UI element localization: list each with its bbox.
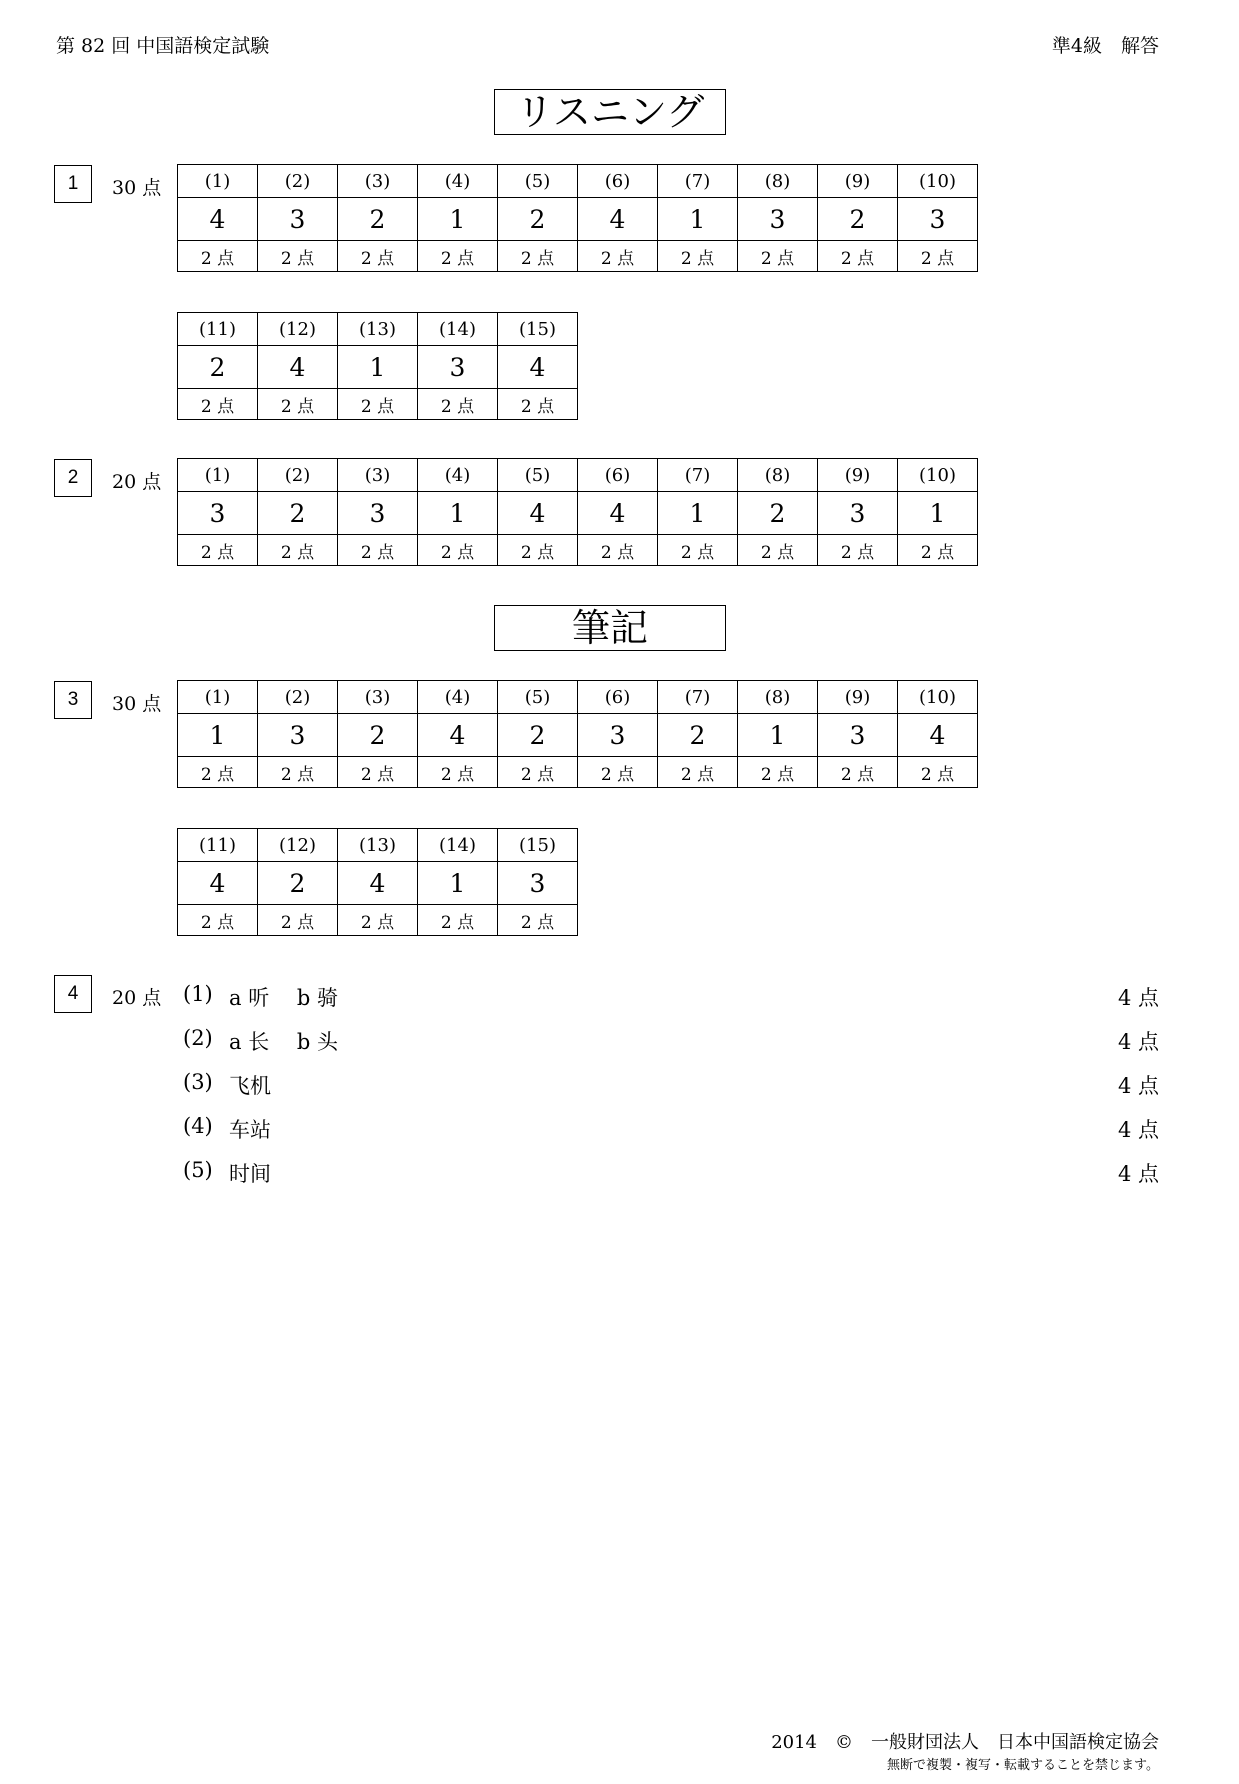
answer-table [177,164,978,272]
listening-banner: リスニング [494,89,726,135]
answer-value: 3 [738,198,818,241]
item-label: (4) [183,1114,213,1138]
answer-value: 1 [418,862,498,905]
question-points: 2 点 [498,905,578,936]
question-label-row [178,829,578,862]
question-label-row [178,681,978,714]
question-label: (6) [578,459,658,492]
writing-banner: 筆記 [494,605,726,651]
question-label: (3) [338,681,418,714]
answer-value: 2 [498,714,578,757]
question-points: 2 点 [498,757,578,788]
question-points: 2 点 [498,241,578,272]
question-label: (5) [498,459,578,492]
answer-table [177,312,578,420]
question-points: 2 点 [178,241,258,272]
question-points: 2 点 [418,535,498,566]
answer-value: 3 [578,714,658,757]
question-label-row [178,459,978,492]
question-label: (10) [898,459,978,492]
answer-value: 4 [578,198,658,241]
section-points: 20 点 [112,471,162,493]
answer-value: 1 [658,198,738,241]
answer-value: 4 [258,346,338,389]
question-label: (5) [498,165,578,198]
answer-table [177,458,978,566]
question-label: (4) [418,681,498,714]
question-label: (1) [178,681,258,714]
item-answer: 车站 [229,1118,271,1142]
answer-value: 3 [258,198,338,241]
reproduction-notice: 無断で複製・複写・転載することを禁じます。 [887,1758,1159,1773]
question-points: 2 点 [578,241,658,272]
question-label: (15) [498,829,578,862]
question-label: (10) [898,681,978,714]
answer-value: 1 [418,198,498,241]
copyright: 2014 © 一般財団法人 日本中国語検定協会 [771,1732,1159,1753]
answer-value: 2 [498,198,578,241]
answer-value: 4 [418,714,498,757]
question-points: 2 点 [258,389,338,420]
answer-value: 1 [338,346,418,389]
question-label: (1) [178,165,258,198]
question-points: 2 点 [338,241,418,272]
question-points: 2 点 [338,905,418,936]
answer-value: 3 [258,714,338,757]
question-label: (4) [418,165,498,198]
question-label: (2) [258,165,338,198]
item-label: (1) [183,982,213,1006]
answer-value: 3 [498,862,578,905]
question-points: 2 点 [818,241,898,272]
item-points: 4 点 [1117,1118,1159,1142]
item-points: 4 点 [1117,1074,1159,1098]
question-label: (1) [178,459,258,492]
answer-value: 2 [738,492,818,535]
answer-value: 1 [898,492,978,535]
question-label: (12) [258,313,338,346]
question-label: (5) [498,681,578,714]
question-label: (8) [738,165,818,198]
question-points: 2 点 [258,905,338,936]
section-points: 30 点 [112,177,162,199]
answer-value: 3 [178,492,258,535]
item-points: 4 点 [1117,1030,1159,1054]
answer-table [177,680,978,788]
question-label: (8) [738,459,818,492]
question-label: (14) [418,829,498,862]
item-label: (3) [183,1070,213,1094]
question-label: (15) [498,313,578,346]
question-label: (9) [818,165,898,198]
question-points: 2 点 [818,535,898,566]
answer-value-row [178,346,578,389]
question-label: (3) [338,459,418,492]
question-points: 2 点 [258,241,338,272]
question-label-row [178,313,578,346]
answer-value: 1 [738,714,818,757]
question-label: (9) [818,459,898,492]
answer-value: 4 [178,862,258,905]
question-points: 2 点 [738,757,818,788]
section-points: 30 点 [112,693,162,715]
question-points: 2 点 [418,241,498,272]
question-label-row [178,165,978,198]
item-answer: a 长 b 头 [229,1030,338,1054]
question-points: 2 点 [338,389,418,420]
question-points: 2 点 [578,535,658,566]
question-label: (7) [658,681,738,714]
question-label: (7) [658,165,738,198]
question-points-row [178,389,578,420]
answer-value: 3 [818,492,898,535]
question-label: (13) [338,313,418,346]
question-points: 2 点 [338,757,418,788]
question-label: (4) [418,459,498,492]
grade-label: 準4級 解答 [1051,35,1159,57]
section-number: 1 [54,165,92,203]
question-points: 2 点 [898,535,978,566]
question-points: 2 点 [898,757,978,788]
question-label: (8) [738,681,818,714]
item-answer: a 听 b 骑 [229,986,338,1010]
section-number: 2 [54,459,92,497]
answer-value: 2 [338,714,418,757]
question-points: 2 点 [418,757,498,788]
answer-value-row [178,714,978,757]
answer-value: 4 [178,198,258,241]
question-points: 2 点 [658,241,738,272]
answer-value: 4 [498,492,578,535]
item-label: (5) [183,1158,213,1182]
answer-value: 2 [658,714,738,757]
answer-value: 2 [818,198,898,241]
question-points: 2 点 [898,241,978,272]
question-points: 2 点 [258,757,338,788]
answer-value-row [178,492,978,535]
exam-title: 第 82 回 中国語検定試験 [56,35,270,57]
item-answer: 时间 [229,1162,271,1186]
answer-value-row [178,862,578,905]
section-number: 4 [54,975,92,1013]
question-points-row [178,535,978,566]
item-answer: 飞机 [229,1074,271,1098]
answer-value: 4 [898,714,978,757]
question-points: 2 点 [498,535,578,566]
question-points: 2 点 [418,905,498,936]
question-points: 2 点 [338,535,418,566]
question-label: (7) [658,459,738,492]
question-points: 2 点 [418,389,498,420]
question-label: (11) [178,313,258,346]
question-points: 2 点 [658,757,738,788]
question-points-row [178,241,978,272]
question-label: (9) [818,681,898,714]
question-points: 2 点 [658,535,738,566]
question-label: (14) [418,313,498,346]
question-label: (12) [258,829,338,862]
question-points-row [178,757,978,788]
item-points: 4 点 [1117,986,1159,1010]
question-points: 2 点 [178,905,258,936]
question-label: (10) [898,165,978,198]
answer-value: 1 [178,714,258,757]
question-points: 2 点 [738,535,818,566]
question-points: 2 点 [258,535,338,566]
question-label: (6) [578,165,658,198]
item-points: 4 点 [1117,1162,1159,1186]
answer-value: 3 [418,346,498,389]
question-points: 2 点 [498,389,578,420]
item-label: (2) [183,1026,213,1050]
answer-value: 1 [418,492,498,535]
question-points: 2 点 [178,757,258,788]
question-points-row [178,905,578,936]
answer-value: 3 [818,714,898,757]
question-points: 2 点 [818,757,898,788]
answer-value: 2 [178,346,258,389]
answer-value-row [178,198,978,241]
answer-value: 2 [258,862,338,905]
answer-value: 1 [658,492,738,535]
question-points: 2 点 [178,535,258,566]
question-points: 2 点 [738,241,818,272]
question-label: (2) [258,681,338,714]
answer-value: 3 [338,492,418,535]
question-label: (6) [578,681,658,714]
answer-value: 2 [338,198,418,241]
question-label: (11) [178,829,258,862]
answer-value: 3 [898,198,978,241]
question-label: (2) [258,459,338,492]
section-number: 3 [54,681,92,719]
question-points: 2 点 [178,389,258,420]
answer-value: 4 [578,492,658,535]
answer-value: 4 [338,862,418,905]
question-label: (13) [338,829,418,862]
section-points: 20 点 [112,987,162,1009]
answer-table [177,828,578,936]
question-label: (3) [338,165,418,198]
answer-value: 4 [498,346,578,389]
answer-value: 2 [258,492,338,535]
question-points: 2 点 [578,757,658,788]
